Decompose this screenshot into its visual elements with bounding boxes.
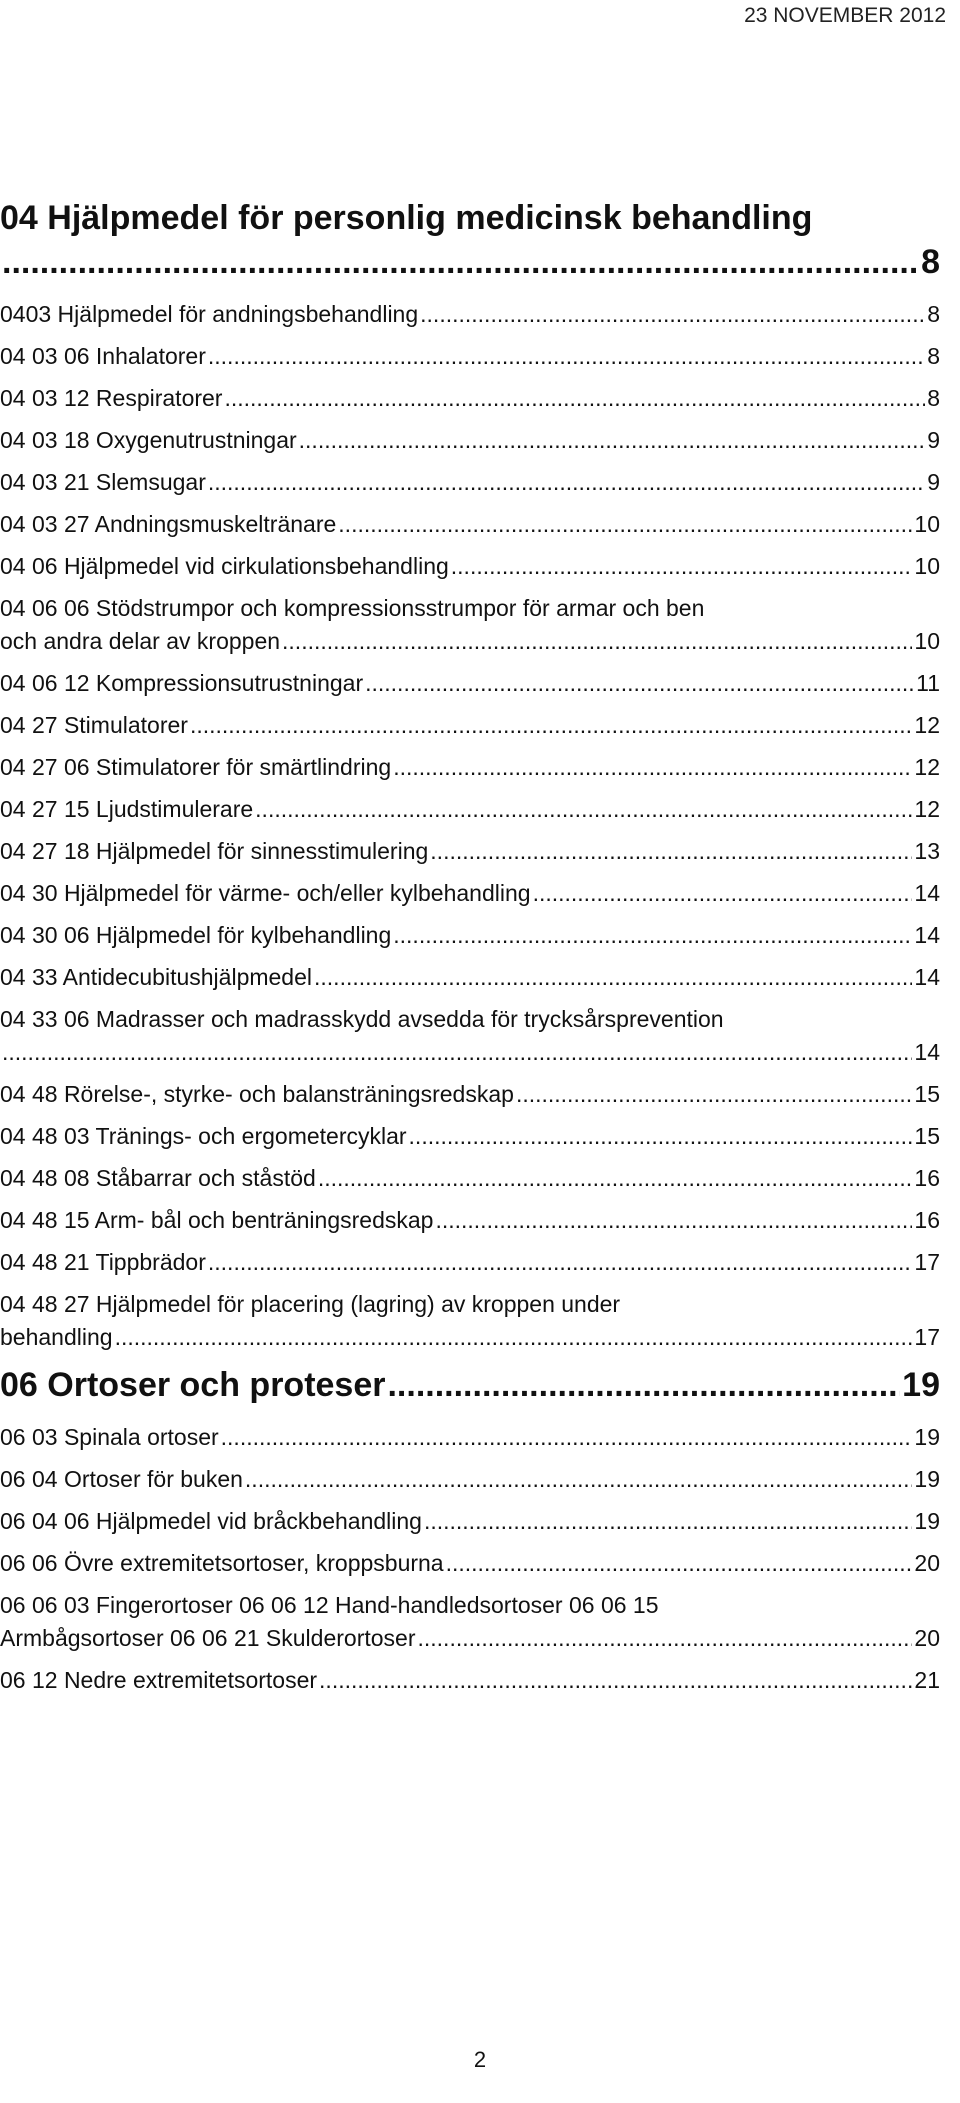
toc-entry[interactable] <box>0 1078 940 1111</box>
toc-entry-label: 04 03 06 Inhalatorer <box>0 343 206 369</box>
toc-leader <box>224 382 925 415</box>
toc-entry[interactable] <box>0 1547 940 1580</box>
toc-entry[interactable] <box>0 835 940 868</box>
toc-entry-label: 0403 Hjälpmedel för andningsbehandling <box>0 301 419 327</box>
toc-entry[interactable] <box>0 466 940 499</box>
toc-entry-label: 04 33 Antidecubitushjälpmedel <box>0 964 313 990</box>
toc-entry-page: 9 <box>927 469 940 495</box>
toc-entry-page: 12 <box>914 796 940 822</box>
toc-chapter-06-label: 06 Ortoser och proteser <box>0 1366 386 1404</box>
toc-entry[interactable] <box>0 424 940 457</box>
page-number: 2 <box>473 2047 487 2072</box>
toc-chapter-04[interactable] <box>0 196 940 284</box>
toc-entry-page: 17 <box>914 1324 940 1350</box>
toc-entry-label: 04 06 06 Stödstrumpor och kompressionsstrumpor för armar och ben <box>0 595 705 621</box>
toc-entry-label: 06 04 06 Hjälpmedel vid bråckbehandling <box>0 1508 422 1534</box>
toc-entry-label: 06 03 Spinala ortoser <box>0 1424 219 1450</box>
toc-entry-page: 14 <box>914 964 940 990</box>
toc-entry[interactable] <box>0 961 940 994</box>
toc-entry-label: 04 27 06 Stimulatorer för smärtlindring <box>0 754 392 780</box>
toc-entry-label: 04 03 21 Slemsugar <box>0 469 206 495</box>
toc-leader <box>424 1505 912 1538</box>
toc-leader <box>418 1622 913 1655</box>
toc-entry-label: 04 06 Hjälpmedel vid cirkulationsbehandling <box>0 553 449 579</box>
toc-entry-fingerortoser[interactable] <box>0 1589 940 1655</box>
toc-leader <box>115 1321 913 1354</box>
toc-leader <box>420 298 925 331</box>
toc-entry-label: 04 27 15 Ljudstimulerare <box>0 796 254 822</box>
toc-entry-label: 04 48 27 Hjälpmedel för placering (lagring) av kroppen under <box>0 1291 621 1317</box>
toc-leader <box>314 961 912 994</box>
toc-entry[interactable] <box>0 877 940 910</box>
toc-entry[interactable] <box>0 1120 940 1153</box>
toc-leader <box>533 877 913 910</box>
toc-entry-page: 14 <box>914 1039 940 1065</box>
toc-leader <box>446 1547 913 1580</box>
toc-entry[interactable] <box>0 508 940 541</box>
toc-group-b <box>0 667 940 994</box>
toc-entry[interactable] <box>0 1505 940 1538</box>
toc-entry-page: 9 <box>927 427 940 453</box>
toc-group-a <box>0 298 940 583</box>
toc-leader <box>2 240 919 284</box>
toc-entry[interactable] <box>0 793 940 826</box>
toc-leader <box>221 1421 913 1454</box>
toc-entry-madrasser[interactable] <box>0 1003 940 1069</box>
toc-group-c <box>0 1078 940 1279</box>
toc-leader <box>430 835 912 868</box>
toc-entry-page: 16 <box>914 1207 940 1233</box>
toc-entry-page: 17 <box>914 1249 940 1275</box>
toc-entry-label: 06 06 03 Fingerortoser 06 06 12 Hand-handledsortoser 06 06 15 <box>0 1592 659 1618</box>
toc-leader <box>245 1463 912 1496</box>
toc-leader <box>208 340 925 373</box>
toc-entry-page: 8 <box>927 343 940 369</box>
toc-entry-page: 10 <box>914 511 940 537</box>
toc-entry[interactable] <box>0 709 940 742</box>
toc-entry-label: 04 03 18 Oxygenutrustningar <box>0 427 297 453</box>
toc-entry[interactable] <box>0 1246 940 1279</box>
toc-entry-label: 04 30 06 Hjälpmedel för kylbehandling <box>0 922 392 948</box>
toc-leader <box>393 751 912 784</box>
toc-entry[interactable] <box>0 298 940 331</box>
toc-leader <box>319 1664 912 1697</box>
table-of-contents <box>0 196 940 1706</box>
toc-entry-page: 16 <box>914 1165 940 1191</box>
toc-entry-page: 15 <box>914 1123 940 1149</box>
toc-entry-page: 21 <box>914 1667 940 1693</box>
toc-leader <box>208 1246 913 1279</box>
toc-leader <box>409 1120 913 1153</box>
toc-entry[interactable] <box>0 1204 940 1237</box>
toc-entry-page: 15 <box>914 1081 940 1107</box>
toc-entry-stodstrumpor[interactable] <box>0 592 940 658</box>
toc-entry-label-continued: och andra delar av kroppen <box>0 628 281 654</box>
toc-entry[interactable] <box>0 751 940 784</box>
toc-entry[interactable] <box>0 919 940 952</box>
toc-entry-label: 04 48 08 Ståbarrar och ståstöd <box>0 1165 316 1191</box>
toc-entry-label: 04 27 18 Hjälpmedel för sinnesstimulering <box>0 838 429 864</box>
toc-leader <box>318 1162 913 1195</box>
toc-entry-page: 19 <box>914 1466 940 1492</box>
toc-entry-label: 06 04 Ortoser för buken <box>0 1466 243 1492</box>
toc-entry-placering[interactable] <box>0 1288 940 1354</box>
toc-entry-label: 04 33 06 Madrasser och madrasskydd avsedda för trycksårsprevention <box>0 1006 724 1032</box>
toc-entry[interactable] <box>0 1664 940 1697</box>
toc-entry-page: 14 <box>914 880 940 906</box>
toc-entry-label: 06 12 Nedre extremitetsortoser <box>0 1667 318 1693</box>
toc-chapter-04-page: 8 <box>921 243 940 281</box>
toc-entry[interactable] <box>0 1421 940 1454</box>
toc-entry-page: 10 <box>914 553 940 579</box>
toc-entry-page: 19 <box>914 1424 940 1450</box>
toc-chapter-06-page: 19 <box>902 1366 940 1404</box>
toc-entry-label: 06 06 Övre extremitetsortoser, kroppsburna <box>0 1550 444 1576</box>
toc-leader <box>190 709 912 742</box>
toc-group-d <box>0 1421 940 1580</box>
toc-entry[interactable] <box>0 382 940 415</box>
toc-entry-page: 19 <box>914 1508 940 1534</box>
toc-entry-label: 04 03 12 Respiratorer <box>0 385 223 411</box>
toc-entry-label: 04 06 12 Kompressionsutrustningar <box>0 670 364 696</box>
toc-entry-page: 14 <box>914 922 940 948</box>
toc-entry-label: 04 48 21 Tippbrädor <box>0 1249 206 1275</box>
toc-leader <box>516 1078 912 1111</box>
toc-leader <box>435 1204 912 1237</box>
toc-entry-label: 04 30 Hjälpmedel för värme- och/eller kylbehandling <box>0 880 531 906</box>
toc-leader <box>255 793 912 826</box>
toc-leader <box>365 667 914 700</box>
toc-entry-page: 12 <box>914 712 940 738</box>
toc-entry-page: 12 <box>914 754 940 780</box>
toc-entry-label: 04 48 15 Arm- bål och benträningsredskap <box>0 1207 434 1233</box>
toc-group-e <box>0 1664 940 1697</box>
toc-entry-page: 10 <box>914 628 940 654</box>
toc-leader <box>282 625 912 658</box>
toc-entry[interactable] <box>0 1162 940 1195</box>
toc-entry-page: 13 <box>914 838 940 864</box>
toc-leader <box>208 466 925 499</box>
toc-entry-page: 20 <box>914 1550 940 1576</box>
toc-entry-label: 04 48 Rörelse-, styrke- och balansträningsredskap <box>0 1081 514 1107</box>
toc-leader <box>299 424 926 457</box>
toc-entry-label: 04 27 Stimulatorer <box>0 712 188 738</box>
toc-leader <box>338 508 912 541</box>
toc-leader <box>393 919 912 952</box>
toc-leader <box>2 1036 912 1069</box>
toc-entry-page: 11 <box>916 670 940 696</box>
toc-leader <box>387 1363 900 1407</box>
toc-entry-page: 8 <box>927 385 940 411</box>
toc-entry-label: 04 48 03 Tränings- och ergometercyklar <box>0 1123 407 1149</box>
toc-entry-label: 04 03 27 Andningsmuskeltränare <box>0 511 337 537</box>
toc-entry[interactable] <box>0 1463 940 1496</box>
toc-chapter-06[interactable] <box>0 1363 940 1407</box>
toc-chapter-04-label: 04 Hjälpmedel för personlig medicinsk behandling <box>0 199 813 237</box>
toc-entry-page: 8 <box>927 301 940 327</box>
toc-entry[interactable] <box>0 340 940 373</box>
toc-leader <box>451 550 913 583</box>
toc-entry-label-continued: Armbågsortoser 06 06 21 Skulderortoser <box>0 1625 416 1651</box>
header-date: 23 NOVEMBER 2012 <box>744 4 946 27</box>
toc-entry[interactable] <box>0 667 940 700</box>
toc-entry-page: 20 <box>914 1625 940 1651</box>
toc-entry-label-continued: behandling <box>0 1324 113 1350</box>
toc-entry[interactable] <box>0 550 940 583</box>
